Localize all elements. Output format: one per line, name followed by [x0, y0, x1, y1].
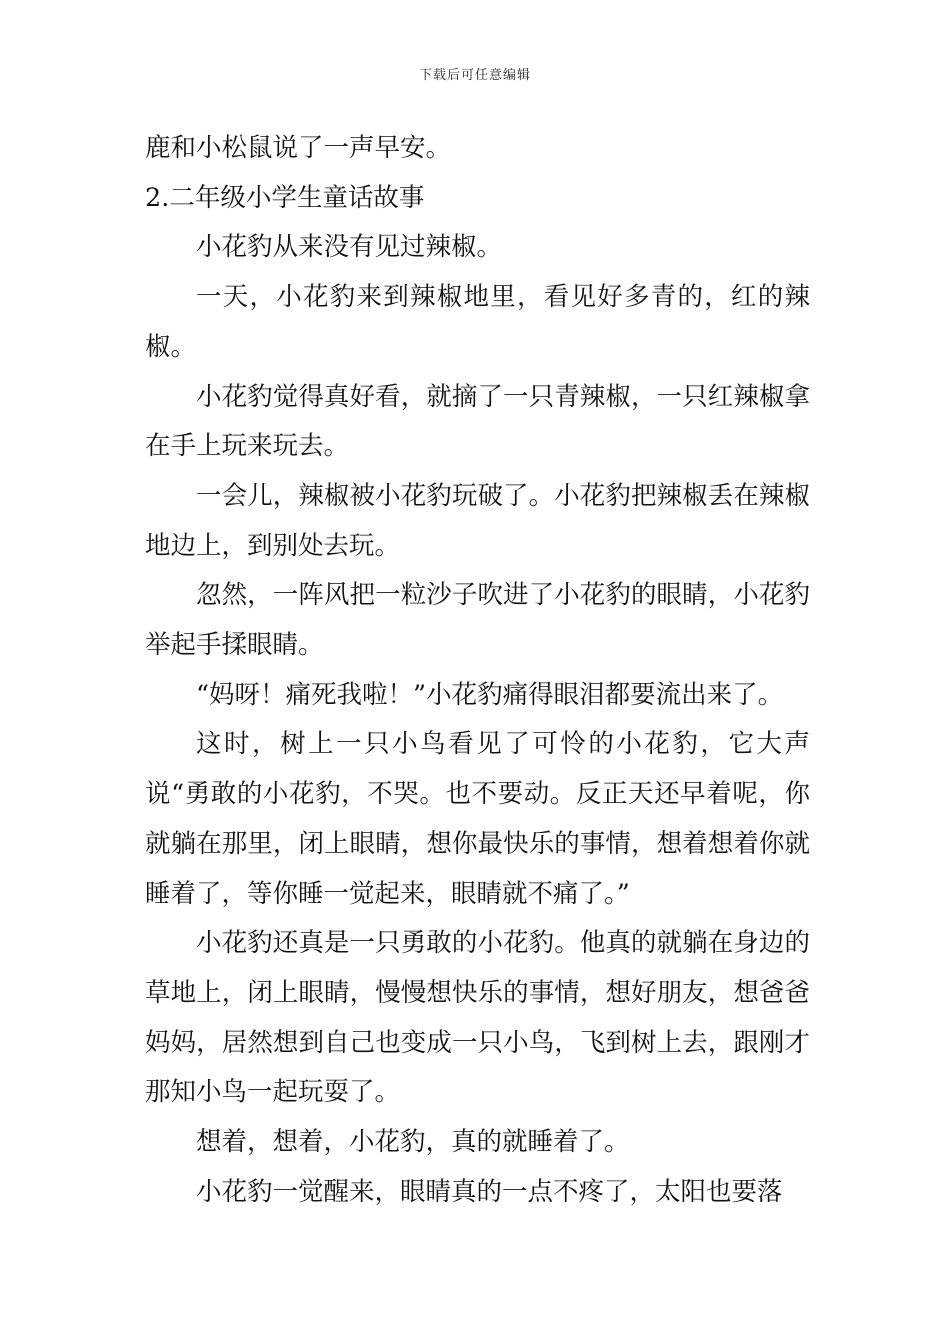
paragraph: 想着，想着，小花豹，真的就睡着了。	[196, 1127, 630, 1158]
document-body	[145, 124, 810, 1217]
section-heading: 2.二年级小学生童话故事	[145, 182, 425, 213]
paragraph: 小花豹还真是一只勇敢的小花豹。他真的就躺在身边的草地上，闭上眼睛，慢慢想快乐的事情，想好朋友，想爸爸妈妈，居然想到自己也变成一只小鸟，飞到树上去，跟刚才那知小鸟一起玩耍了。	[145, 928, 810, 1108]
page-header: 下载后可任意编辑	[418, 68, 531, 83]
paragraph: 小花豹觉得真好看，就摘了一只青辣椒，一只红辣椒拿在手上玩来玩去。	[145, 381, 810, 462]
paragraph-continuation: 鹿和小松鼠说了一声早安。	[145, 133, 452, 163]
paragraph: 这时，树上一只小鸟看见了可怜的小花豹，它大声说“勇敢的小花豹，不哭。也不要动。反正天还早着呢，你就躺在那里，闭上眼睛，想你最快乐的事情，想着想着你就睡着了，等你睡一觉起来，眼睛就不痛了。”	[145, 729, 810, 909]
paragraph: “妈呀！痛死我啦！”小花豹痛得眼泪都要流出来了。	[196, 679, 784, 710]
paragraph: 小花豹一觉醒来，眼睛真的一点不疼了，太阳也要落	[196, 1176, 783, 1207]
paragraph: 小花豹从来没有见过辣椒。	[196, 232, 503, 263]
paragraph: 一会儿，辣椒被小花豹玩破了。小花豹把辣椒丢在辣椒地边上，到别处去玩。	[145, 480, 810, 561]
paragraph: 一天，小花豹来到辣椒地里，看见好多青的，红的辣椒。	[145, 282, 810, 362]
paragraph: 忽然，一阵风把一粒沙子吹进了小花豹的眼睛，小花豹举起手揉眼睛。	[145, 580, 810, 661]
